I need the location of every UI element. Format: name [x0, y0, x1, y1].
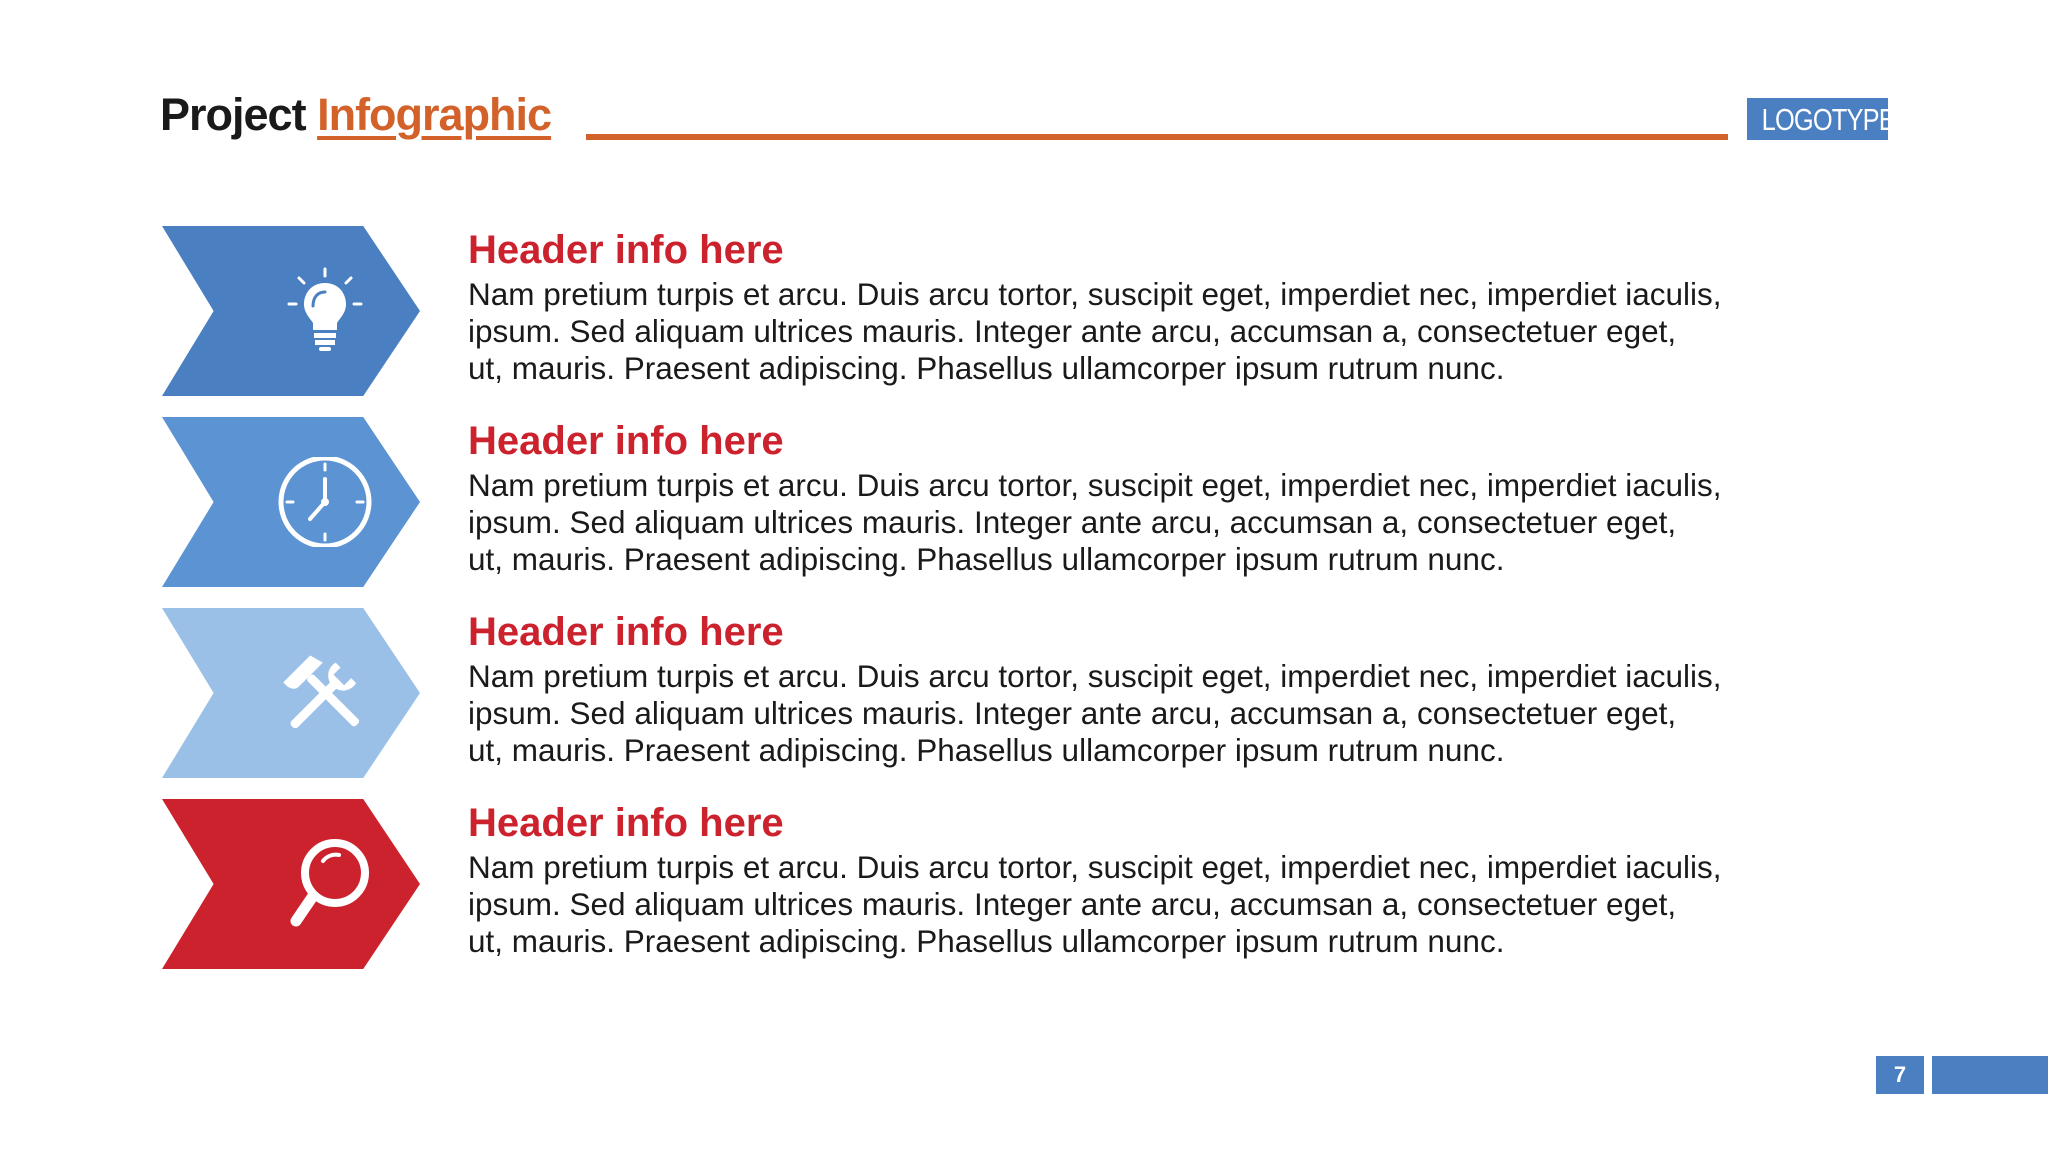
info-row-1 — [0, 226, 2048, 396]
title-part-1: Project — [160, 89, 306, 140]
item-body — [468, 467, 1908, 578]
logotype-label: LOGOTYPE — [1761, 102, 1895, 137]
item-header: Header info here — [468, 610, 784, 654]
body-line: Nam pretium turpis et arcu. Duis arcu tortor, suscipit eget, imperdiet nec, imperdiet iaculis, — [468, 849, 1722, 885]
body-line: Nam pretium turpis et arcu. Duis arcu tortor, suscipit eget, imperdiet nec, imperdiet iaculis, — [468, 276, 1722, 312]
body-line: ut, mauris. Praesent adipiscing. Phasellus ullamcorper ipsum rutrum nunc. — [468, 541, 1505, 577]
tools-icon — [267, 648, 383, 738]
item-header: Header info here — [468, 419, 784, 463]
body-line: ipsum. Sed aliquam ultrices mauris. Integer ante arcu, accumsan a, consectetuer eget, — [468, 886, 1677, 922]
body-line: ut, mauris. Praesent adipiscing. Phasellus ullamcorper ipsum rutrum nunc. — [468, 350, 1505, 386]
search-icon — [267, 839, 383, 929]
body-line: ut, mauris. Praesent adipiscing. Phasellus ullamcorper ipsum rutrum nunc. — [468, 923, 1505, 959]
body-line: Nam pretium turpis et arcu. Duis arcu tortor, suscipit eget, imperdiet nec, imperdiet iaculis, — [468, 658, 1722, 694]
clock-icon — [267, 457, 383, 547]
footer-bar — [1932, 1056, 2048, 1094]
page-number: 7 — [1876, 1056, 1924, 1094]
title-underline — [586, 134, 1728, 140]
body-line: Nam pretium turpis et arcu. Duis arcu tortor, suscipit eget, imperdiet nec, imperdiet iaculis, — [468, 467, 1722, 503]
item-body — [468, 276, 1908, 387]
body-line: ut, mauris. Praesent adipiscing. Phasellus ullamcorper ipsum rutrum nunc. — [468, 732, 1505, 768]
lightbulb-icon — [267, 266, 383, 356]
body-line: ipsum. Sed aliquam ultrices mauris. Integer ante arcu, accumsan a, consectetuer eget, — [468, 695, 1677, 731]
info-row-2 — [0, 417, 2048, 587]
item-body — [468, 658, 1908, 769]
title-part-2: Infographic — [317, 89, 552, 140]
body-line: ipsum. Sed aliquam ultrices mauris. Integer ante arcu, accumsan a, consectetuer eget, — [468, 313, 1677, 349]
info-row-3 — [0, 608, 2048, 778]
item-header: Header info here — [468, 801, 784, 845]
item-body — [468, 849, 1908, 960]
body-line: ipsum. Sed aliquam ultrices mauris. Integer ante arcu, accumsan a, consectetuer eget, — [468, 504, 1677, 540]
info-row-4 — [0, 799, 2048, 969]
page-title — [160, 88, 551, 142]
logotype — [1747, 98, 1895, 140]
item-header: Header info here — [468, 228, 784, 272]
